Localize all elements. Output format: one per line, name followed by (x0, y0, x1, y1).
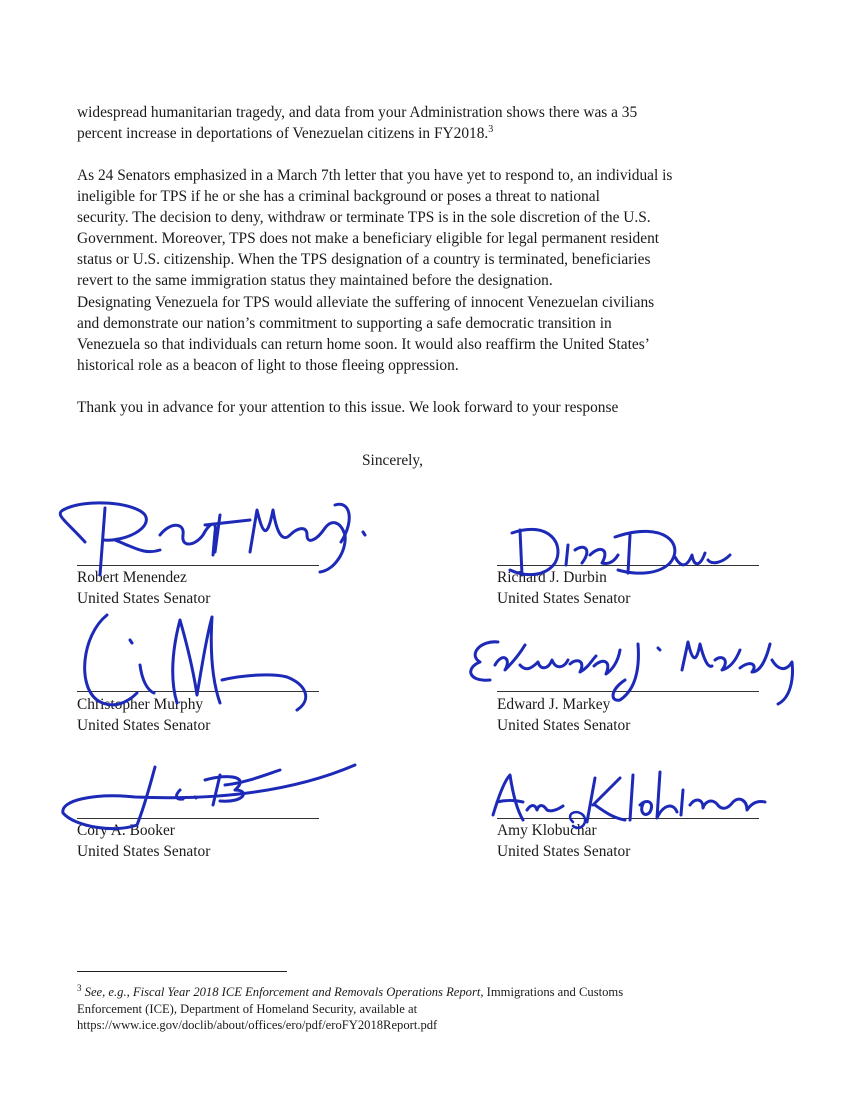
text-line: historical role as a beacon of light to those fleeing oppression. (77, 357, 459, 374)
signature-menendez (45, 480, 375, 585)
footnote-citation: See, e.g., Fiscal Year 2018 ICE Enforcement and Removals Operations Report, (84, 985, 484, 999)
paragraph-deportations (77, 102, 777, 144)
footnote (77, 984, 777, 1034)
footnote-marker: 3 (77, 983, 82, 993)
text-line: security. The decision to deny, withdraw or terminate TPS is in the sole discretion of the U.S. (77, 209, 651, 226)
text-line: As 24 Senators emphasized in a March 7th letter that you have yet to respond to, an individual is (77, 167, 673, 184)
signatory-title: United States Senator (77, 717, 211, 734)
text-line (77, 123, 777, 144)
text-line: ineligible for TPS if he or she has a criminal background or poses a threat to national (77, 188, 600, 205)
signature-durbin (500, 515, 740, 585)
signatory-title: United States Senator (497, 843, 631, 860)
footnote-ref: 3 (488, 124, 494, 135)
paragraph-designating (77, 292, 777, 376)
signatory-name: Amy Klobuchar (497, 822, 597, 839)
closing-salutation: Sincerely, (362, 452, 423, 469)
signature-klobuchar (485, 760, 785, 840)
footnote-divider (77, 971, 287, 972)
signatory-name: Edward J. Markey (497, 696, 611, 713)
paragraph-thank-you (77, 397, 777, 418)
text-line: Thank you in advance for your attention to this issue. We look forward to your response (77, 399, 619, 416)
signatory-name: Robert Menendez (77, 569, 187, 586)
signature-markey (460, 630, 810, 710)
text-line: and demonstrate our nation’s commitment to supporting a safe democratic transition in (77, 315, 612, 332)
text-line: status or U.S. citizenship. When the TPS designation of a country is terminated, beneficiaries (77, 251, 651, 268)
text-line: revert to the same immigration status they maintained before the designation. (77, 272, 553, 289)
signatory-title: United States Senator (77, 843, 211, 860)
footnote-line (77, 984, 777, 1001)
text-line: Designating Venezuela for TPS would alleviate the suffering of innocent Venezuelan civilians (77, 294, 655, 311)
text-line: Venezuela so that individuals can return home soon. It would also reaffirm the United States’ (77, 336, 650, 353)
text-line: widespread humanitarian tragedy, and data from your Administration shows there was a 35 (77, 104, 638, 121)
footnote-line: Enforcement (ICE), Department of Homeland Security, available at (77, 1001, 418, 1016)
paragraph-tps-eligibility (77, 165, 777, 291)
signatory-name: Cory A. Booker (77, 822, 175, 839)
signatory-title: United States Senator (497, 590, 631, 607)
text-line: Government. Moreover, TPS does not make a beneficiary eligible for legal permanent resident (77, 230, 660, 247)
footnote-url: https://www.ice.gov/doclib/about/offices/ero/pdf/eroFY2018Report.pdf (77, 1018, 438, 1032)
text-span: percent increase in deportations of Venezuelan citizens in FY2018. (77, 125, 489, 142)
signatory-title: United States Senator (497, 717, 631, 734)
signatory-name: Christopher Murphy (77, 696, 204, 713)
signatory-name: Richard J. Durbin (497, 569, 607, 586)
signature-booker (55, 745, 375, 840)
signatory-title: United States Senator (77, 590, 211, 607)
footnote-text: Immigrations and Customs (483, 985, 624, 999)
signature-murphy (72, 605, 332, 720)
